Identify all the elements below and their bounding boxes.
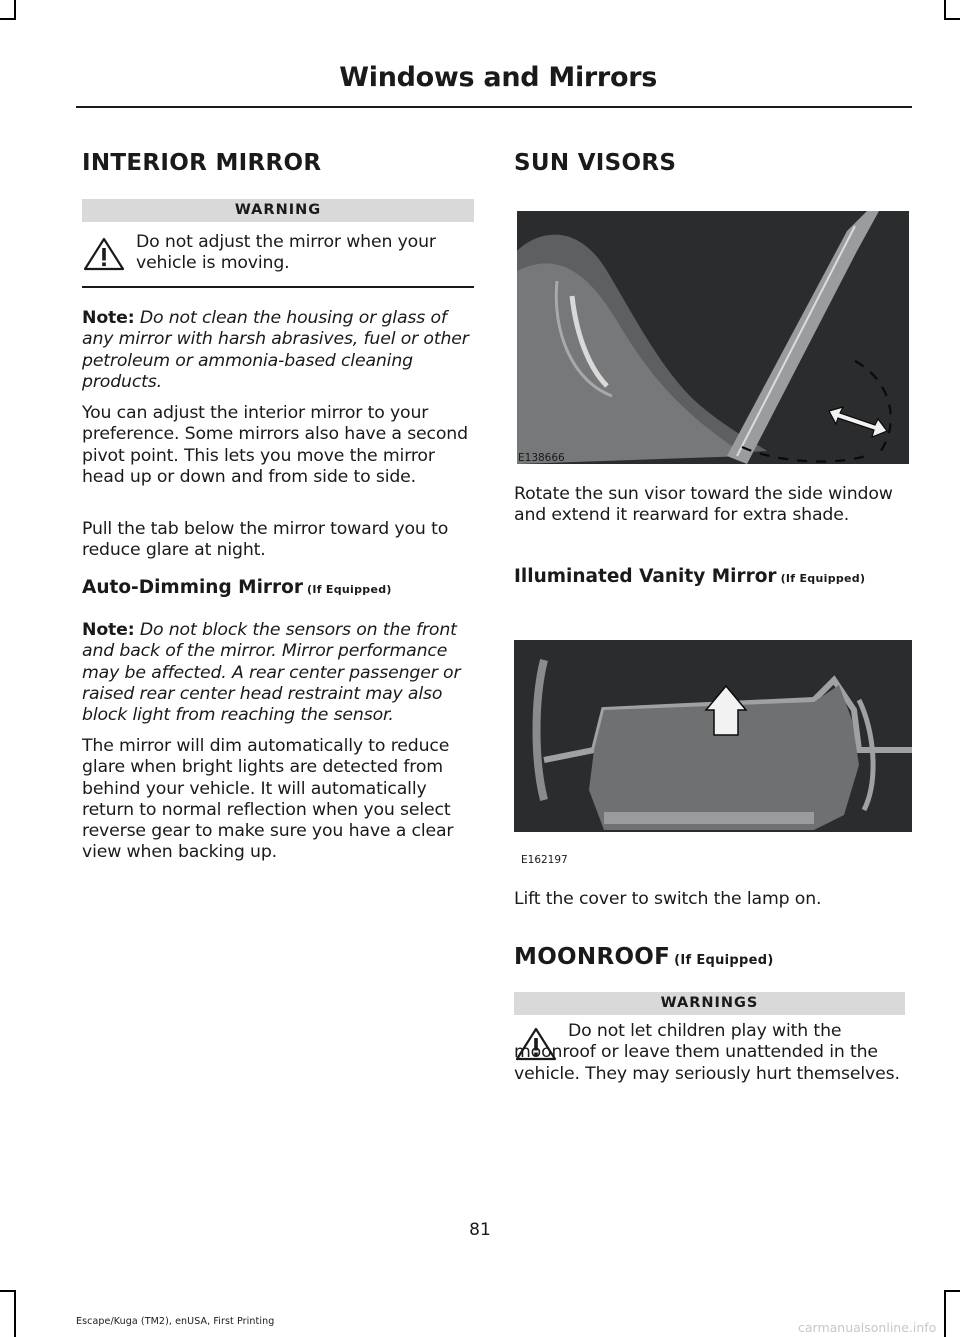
sun-visor-illustration [517, 211, 909, 464]
section-title-text: MOONROOF [514, 944, 671, 970]
note-text: Do not clean the housing or glass of any mirror with harsh abrasives, fuel or other petroleum or ammonia-based cleaning products. [82, 308, 469, 392]
note-label: Note: [82, 308, 135, 328]
crop-mark [944, 1290, 946, 1337]
warnings-heading: WARNINGS [514, 992, 905, 1015]
page-header-title: Windows and Mirrors [339, 62, 657, 93]
warning-triangle-icon [82, 236, 126, 272]
warnings-text: Do not let children play with the moonroof or leave them unattended in the vehicle. They may seriously hurt themselves. [514, 1021, 900, 1084]
if-equipped-label: (If Equipped) [674, 953, 774, 968]
crop-mark [0, 18, 16, 20]
subsection-title-vanity-mirror [514, 566, 865, 587]
paragraph-auto-dim: The mirror will dim automatically to reduce glare when bright lights are detected from behind your vehicle. It will automatically return to normal reflection when you select reverse gear to make sure you have a clear view when backing up. [82, 736, 454, 863]
figure-code: E138666 [518, 452, 565, 464]
edition-footer: Escape/Kuga (TM2), enUSA, First Printing [76, 1316, 275, 1327]
section-title-interior-mirror: INTERIOR MIRROR [82, 150, 322, 176]
vanity-mirror-illustration [514, 640, 912, 832]
crop-mark [944, 1290, 960, 1292]
watermark: carmanualsonline.info [798, 1320, 937, 1335]
paragraph-rotate-visor: Rotate the sun visor toward the side window and extend it rearward for extra shade. [514, 484, 893, 526]
warning-divider [82, 286, 474, 288]
warning-heading: WARNING [82, 199, 474, 222]
warning-text: Do not adjust the mirror when your vehicle is moving. [136, 232, 436, 274]
crop-mark [14, 1290, 16, 1337]
page-number: 81 [469, 1220, 491, 1240]
paragraph-pull-tab: Pull the tab below the mirror toward you to reduce glare at night. [82, 519, 449, 561]
note-sensors [82, 620, 474, 726]
crop-mark [944, 18, 960, 20]
subsection-title-text: Illuminated Vanity Mirror [514, 566, 777, 587]
section-title-moonroof [514, 944, 774, 970]
subsection-title-auto-dimming [82, 577, 392, 598]
section-title-sun-visors: SUN VISORS [514, 150, 677, 176]
paragraph-adjust-mirror: You can adjust the interior mirror to your preference. Some mirrors also have a second pivot point. This lets you move the mirror head up or down and from side to side. [82, 403, 468, 487]
crop-mark [14, 0, 16, 18]
if-equipped-label: (If Equipped) [307, 583, 392, 596]
subsection-title-text: Auto-Dimming Mirror [82, 577, 303, 598]
note-cleaning [82, 308, 474, 393]
sun-visor-drawing [517, 211, 909, 464]
crop-mark [944, 0, 946, 18]
header-divider [76, 106, 912, 108]
note-text: Do not block the sensors on the front and back of the mirror. Mirror performance may be affected. A rear center passenger or raised rear center head restraint may also block light from reaching the sensor. [82, 620, 461, 726]
vanity-mirror-drawing [514, 640, 912, 832]
figure-code: E162197 [521, 854, 568, 866]
note-label: Note: [82, 620, 135, 640]
if-equipped-label: (If Equipped) [780, 572, 866, 585]
paragraph-lift-cover: Lift the cover to switch the lamp on. [514, 889, 822, 909]
